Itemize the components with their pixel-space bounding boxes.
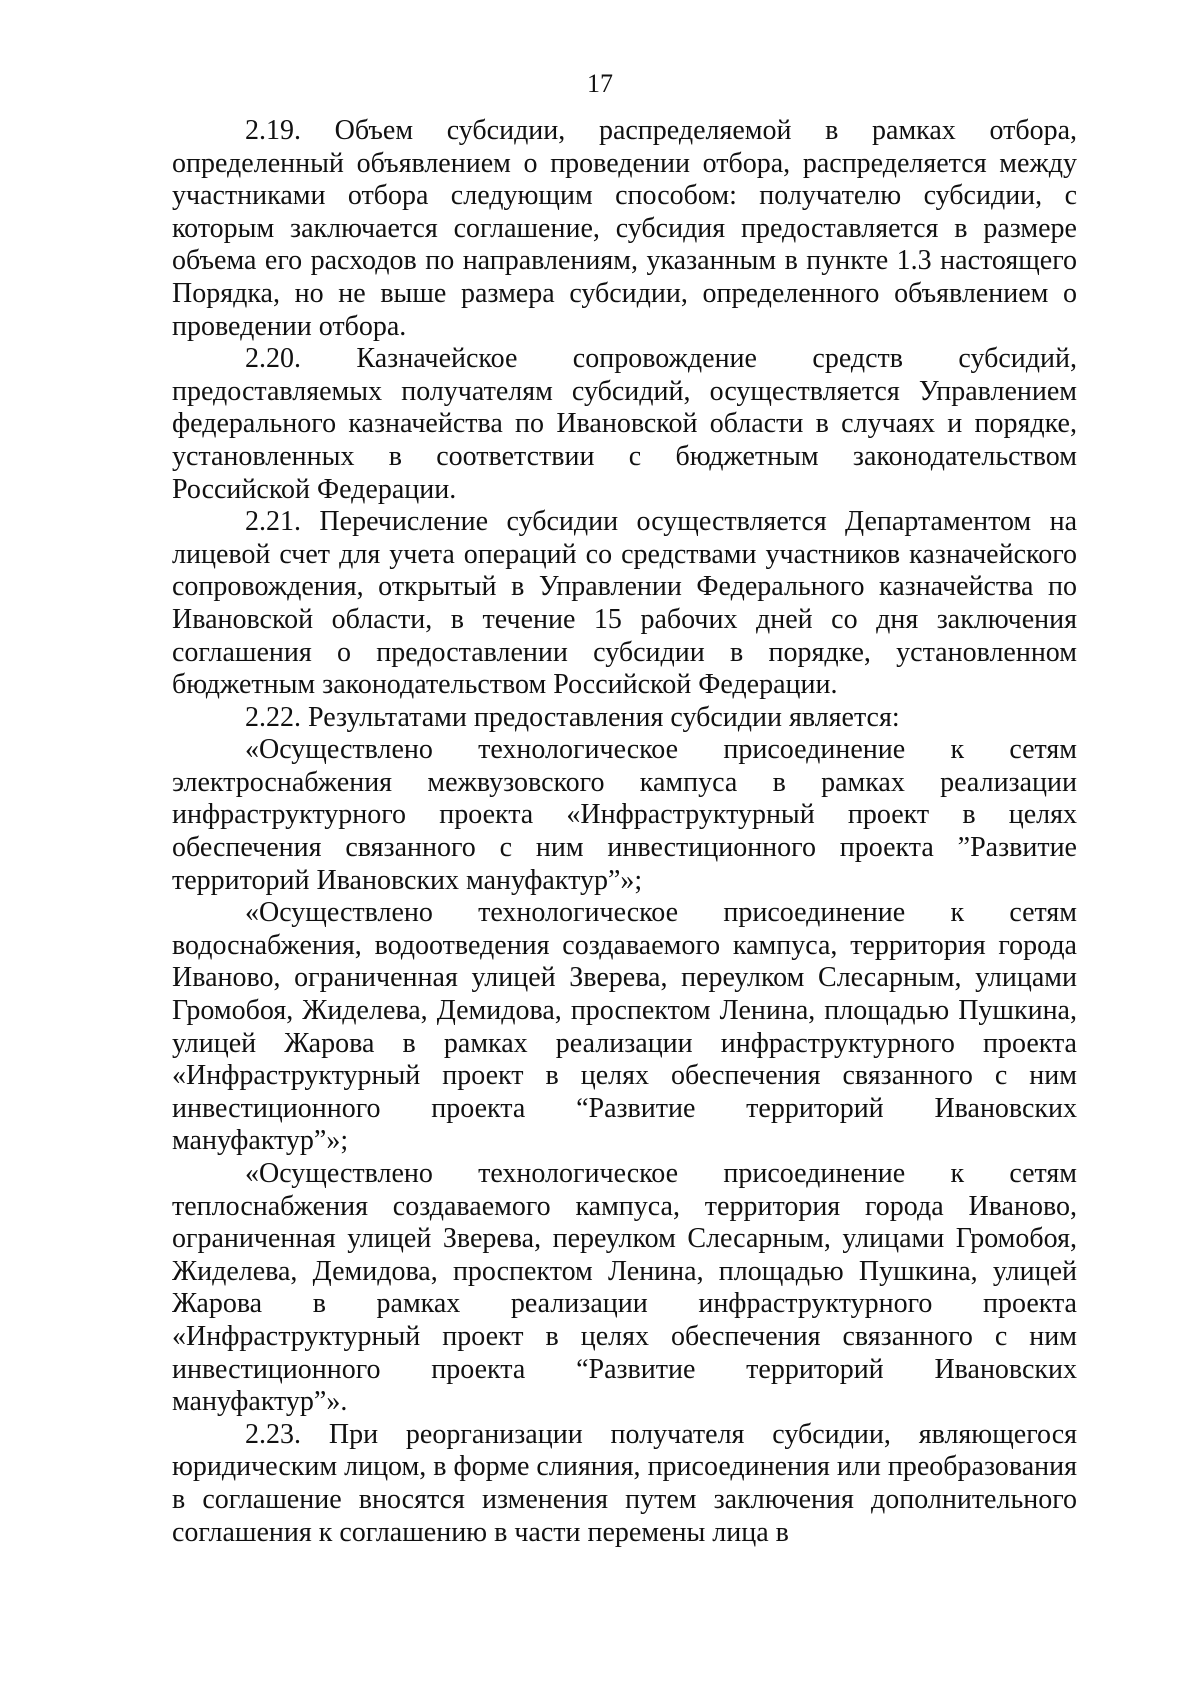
document-body [172,115,1077,1549]
result-heat: «Осуществлено технологическое присоединение к сетям теплоснабжения создаваемого кампуса, территория города Иваново, ограниченная улицей Зверева, переулком Слесарным, улицами Громобоя, Жиделева, Демидова, проспектом Ленина, площадью Пушкина, улицей Жарова в рамках реализации инфраструктурного проекта «Инфраструктурный проект в целях обеспечения связанного с ним инвестиционного проекта “Развитие территорий Ивановских мануфактур”». [172,1158,1077,1418]
page-number: 17 [587,69,613,98]
paragraph-2-20: 2.20. Казначейское сопровождение средств субсидий, предоставляемых получателям субсидий, осуществляется Управлением федерального казначейства по Ивановской области в случаях и порядке, установленных в соответствии с бюджетным законодательством Российской Федерации. [172,343,1077,505]
result-water: «Осуществлено технологическое присоединение к сетям водоснабжения, водоотведения создаваемого кампуса, территория города Иваново, ограниченная улицей Зверева, переулком Слесарным, улицами Громобоя, Жиделева, Демидова, проспектом Ленина, площадью Пушкина, улицей Жарова в рамках реализации инфраструктурного проекта «Инфраструктурный проект в целях обеспечения связанного с ним инвестиционного проекта “Развитие территорий Ивановских мануфактур”»; [172,897,1077,1157]
paragraph-2-19: 2.19. Объем субсидии, распределяемой в рамках отбора, определенный объявлением о проведении отбора, распределяется между участниками отбора следующим способом: получателю субсидии, с которым заключается соглашение, субсидия предоставляется в размере объема его расходов по направлениям, указанным в пункте 1.3 настоящего Порядка, но не выше размера субсидии, определенного объявлением о проведении отбора. [172,115,1077,342]
paragraph-2-23: 2.23. При реорганизации получателя субсидии, являющегося юридическим лицом, в форме слияния, присоединения или преобразования в соглашение вносятся изменения путем заключения дополнительного соглашения к соглашению в части перемены лица в [172,1418,1077,1548]
result-electricity: «Осуществлено технологическое присоединение к сетям электроснабжения межвузовского кампуса в рамках реализации инфраструктурного проекта «Инфраструктурный проект в целях обеспечения связанного с ним инвестиционного проекта ”Развитие территорий Ивановских мануфактур”»; [172,734,1077,896]
paragraph-2-22: 2.22. Результатами предоставления субсидии является: [245,701,900,733]
paragraph-2-21: 2.21. Перечисление субсидии осуществляется Департаментом на лицевой счет для учета операций со средствами участников казначейского сопровождения, открытый в Управлении Федерального казначейства по Ивановской области, в течение 15 рабочих дней со дня заключения соглашения о предоставлении субсидии в порядке, установленном бюджетным законодательством Российской Федерации. [172,506,1077,701]
